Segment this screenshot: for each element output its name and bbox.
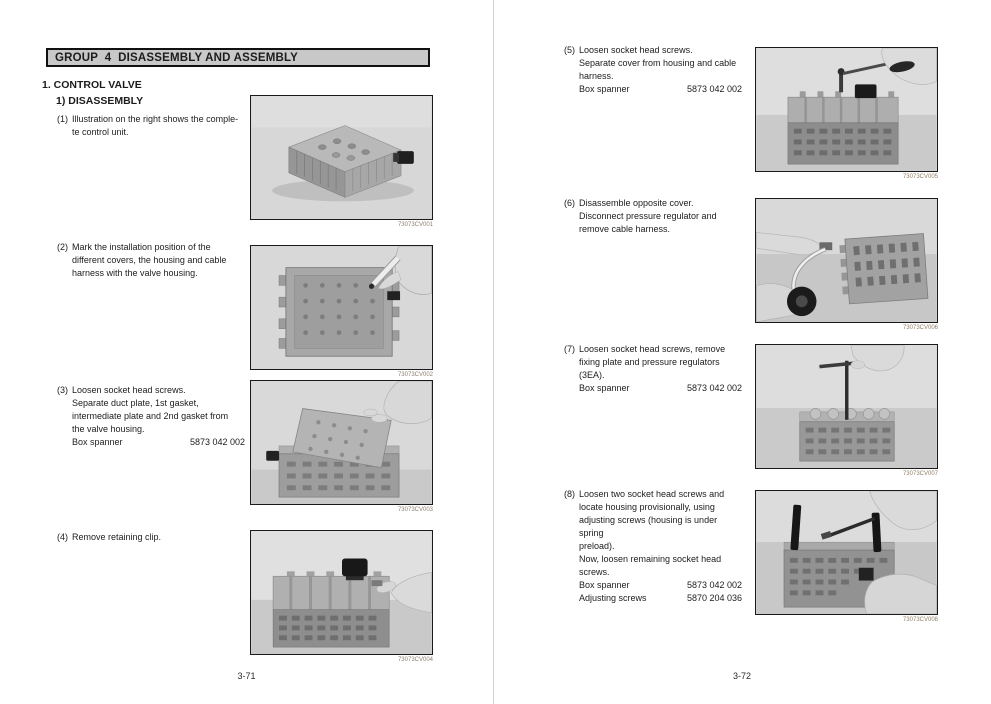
tool-code: 5873 042 002 (686, 580, 742, 590)
photo-code: 73073CV008 (902, 617, 938, 623)
tool-code: 5873 042 002 (189, 437, 245, 447)
valve-photo (756, 48, 937, 171)
figure-disconnect-regulator (755, 198, 938, 332)
tool-row (579, 592, 742, 605)
step-tools (579, 83, 742, 96)
step-text (72, 384, 245, 436)
step-text (579, 44, 742, 83)
figure-loosen-cover-screws (755, 47, 938, 181)
step-2 (57, 241, 245, 280)
text-line: Loosen two socket head screws and (579, 489, 725, 499)
step-tools (72, 436, 245, 449)
step-text (72, 531, 245, 544)
step-8 (564, 488, 742, 605)
step-number: (1) (57, 114, 68, 124)
valve-photo (756, 345, 937, 468)
step-number: (7) (564, 344, 575, 354)
photo-code: 73073CV004 (397, 657, 433, 663)
tool-row (579, 382, 742, 395)
step-text (72, 241, 245, 280)
photo-code: 73073CV003 (397, 507, 433, 513)
section-title: 1. CONTROL VALVE (42, 79, 142, 91)
step-5 (564, 44, 742, 96)
step-tools (579, 579, 742, 605)
page-divider (493, 0, 494, 704)
step-text (72, 113, 245, 139)
tool-code: 5873 042 002 (686, 84, 742, 94)
figure-marking-position (250, 245, 433, 379)
figure-adjusting-screws (755, 490, 938, 624)
text-line: fixing plate and pressure regulators (3EA). (579, 357, 720, 380)
step-text (579, 343, 742, 382)
page-number-right: 3-72 (732, 671, 751, 681)
text-line: remove cable harness. (579, 224, 671, 234)
tool-code: 5873 042 002 (686, 383, 742, 393)
valve-photo (251, 531, 432, 654)
text-line: te control unit. (72, 127, 129, 137)
text-line: Loosen socket head screws. (72, 385, 186, 395)
step-3 (57, 384, 245, 449)
photo-code: 73073CV005 (902, 174, 938, 180)
text-line: locate housing provisionally, using (579, 502, 715, 512)
valve-photo (251, 381, 432, 504)
step-number: (4) (57, 532, 68, 542)
tool-label: Box spanner (579, 84, 630, 94)
photo-code: 73073CV006 (902, 325, 938, 331)
figure-remove-retaining-clip (250, 530, 433, 664)
tool-label: Box spanner (579, 580, 630, 590)
tool-row (579, 83, 742, 96)
figure-separate-duct-plate (250, 380, 433, 514)
text-line: Disconnect pressure regulator and (579, 211, 717, 221)
step-tools (579, 382, 742, 395)
step-number: (2) (57, 242, 68, 252)
valve-photo (251, 96, 432, 219)
tool-row (579, 579, 742, 592)
tool-label: Box spanner (72, 437, 123, 447)
tool-code: 5870 204 036 (686, 593, 742, 603)
valve-photo (756, 199, 937, 322)
step-7 (564, 343, 742, 395)
text-line: harness. (579, 71, 614, 81)
tool-row (72, 436, 245, 449)
group-header-bar (46, 48, 430, 67)
step-number: (5) (564, 45, 575, 55)
step-number: (8) (564, 489, 575, 499)
text-line: adjusting screws (housing is under spring (579, 515, 718, 538)
text-line: Separate cover from housing and cable (579, 58, 737, 68)
figure-remove-fixing-plate (755, 344, 938, 478)
text-line: Illustration on the right shows the comple- (72, 114, 239, 124)
tool-label: Adjusting screws (579, 593, 647, 603)
photo-code: 73073CV002 (397, 372, 433, 378)
step-6 (564, 197, 742, 236)
step-text (579, 197, 742, 236)
step-1 (57, 113, 245, 139)
text-line: Loosen socket head screws. (579, 45, 693, 55)
text-line: the valve housing. (72, 424, 145, 434)
text-line: Disassemble opposite cover. (579, 198, 694, 208)
subsection-title: 1) DISASSEMBLY (56, 95, 144, 107)
text-line: preload). (579, 541, 615, 551)
page-number-left: 3-71 (237, 671, 256, 681)
photo-code: 73073CV007 (902, 471, 938, 477)
group-header-label: GROUP 4 DISASSEMBLY AND ASSEMBLY (55, 51, 299, 64)
text-line: Mark the installation position of the (72, 242, 211, 252)
step-4 (57, 531, 245, 544)
figure-control-unit (250, 95, 433, 229)
text-line: Separate duct plate, 1st gasket, (72, 398, 199, 408)
tool-label: Box spanner (579, 383, 630, 393)
text-line: Now, loosen remaining socket head (579, 554, 722, 564)
step-number: (6) (564, 198, 575, 208)
text-line: different covers, the housing and cable (72, 255, 227, 265)
step-number: (3) (57, 385, 68, 395)
valve-photo (251, 246, 432, 369)
text-line: Loosen socket head screws, remove (579, 344, 726, 354)
photo-code: 73073CV001 (397, 222, 433, 228)
text-line: intermediate plate and 2nd gasket from (72, 411, 229, 421)
text-line: harness with the valve housing. (72, 268, 198, 278)
text-line: Remove retaining clip. (72, 532, 162, 542)
valve-photo (756, 491, 937, 614)
text-line: screws. (579, 567, 610, 577)
step-text (579, 488, 742, 579)
